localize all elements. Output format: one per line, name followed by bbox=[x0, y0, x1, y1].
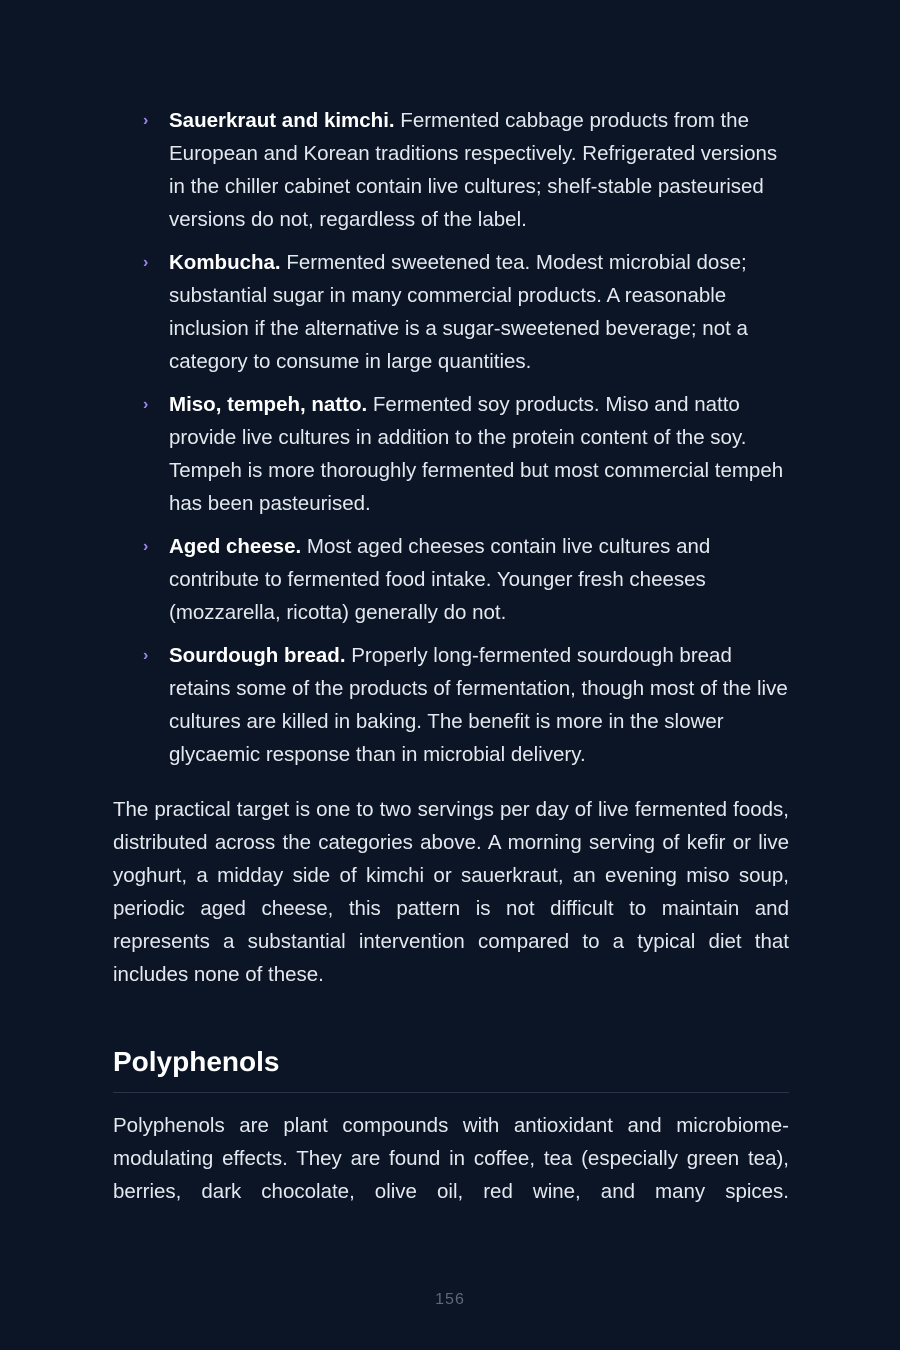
bullet-text: Fermented sweetened tea. Modest microbial dose; substantial sugar in many commercial products. A reasonable inclusion if the alternative is a sugar-sweetened beverage; not a category to consume in large quantities. bbox=[169, 251, 748, 373]
list-item bbox=[113, 530, 789, 629]
bullet-term: Sauerkraut and kimchi. bbox=[169, 109, 395, 132]
body-paragraph: The practical target is one to two servings per day of live fermented foods, distributed across the categories above. A morning serving of kefir or live yoghurt, a midday side of kimchi or sauerkraut, an evening miso soup, periodic aged cheese, this pattern is not difficult to maintain and represents a substantial intervention compared to a typical diet that includes none of these. bbox=[113, 798, 789, 986]
chevron-right-icon: › bbox=[143, 112, 149, 129]
chevron-right-icon: › bbox=[143, 538, 149, 555]
bullet-text: Fermented soy products. Miso and natto provide live cultures in addition to the protein content of the soy. Tempeh is more thoroughly fermented but most commercial tempeh has been pasteurised. bbox=[169, 393, 784, 515]
bullet-text: Fermented cabbage products from the European and Korean traditions respectively. Refrigerated versions in the chiller cabinet contain live cultures; shelf-stable pasteurised versions do not, regardless of the label. bbox=[169, 109, 778, 231]
bullet-text: Properly long-fermented sourdough bread retains some of the products of fermentation, though most of the live cultures are killed in baking. The benefit is more in the slower glycaemic response than in microbial delivery. bbox=[169, 644, 788, 766]
bullet-text: Most aged cheeses contain live cultures and contribute to fermented food intake. Younger fresh cheeses (mozzarella, ricotta) generally do not. bbox=[169, 535, 711, 624]
chevron-right-icon: › bbox=[143, 254, 149, 271]
list-item bbox=[113, 388, 789, 520]
list-item bbox=[113, 104, 789, 236]
chevron-right-icon: › bbox=[143, 396, 149, 413]
page-content bbox=[113, 104, 789, 1208]
bullet-term: Aged cheese. bbox=[169, 535, 302, 558]
page-number: 156 bbox=[435, 1291, 465, 1308]
body-paragraph: Polyphenols are plant compounds with antioxidant and microbiome-modulating effects. They are found in coffee, tea (especially green tea), berries, dark chocolate, olive oil, red wine, and many spices. bbox=[113, 1114, 789, 1203]
list-item bbox=[113, 246, 789, 378]
fermented-foods-list bbox=[113, 104, 789, 771]
bullet-term: Miso, tempeh, natto. bbox=[169, 393, 368, 416]
bullet-term: Kombucha. bbox=[169, 251, 281, 274]
chevron-right-icon: › bbox=[143, 647, 149, 664]
list-item bbox=[113, 639, 789, 771]
section-heading: Polyphenols bbox=[113, 1044, 789, 1093]
bullet-term: Sourdough bread. bbox=[169, 644, 346, 667]
